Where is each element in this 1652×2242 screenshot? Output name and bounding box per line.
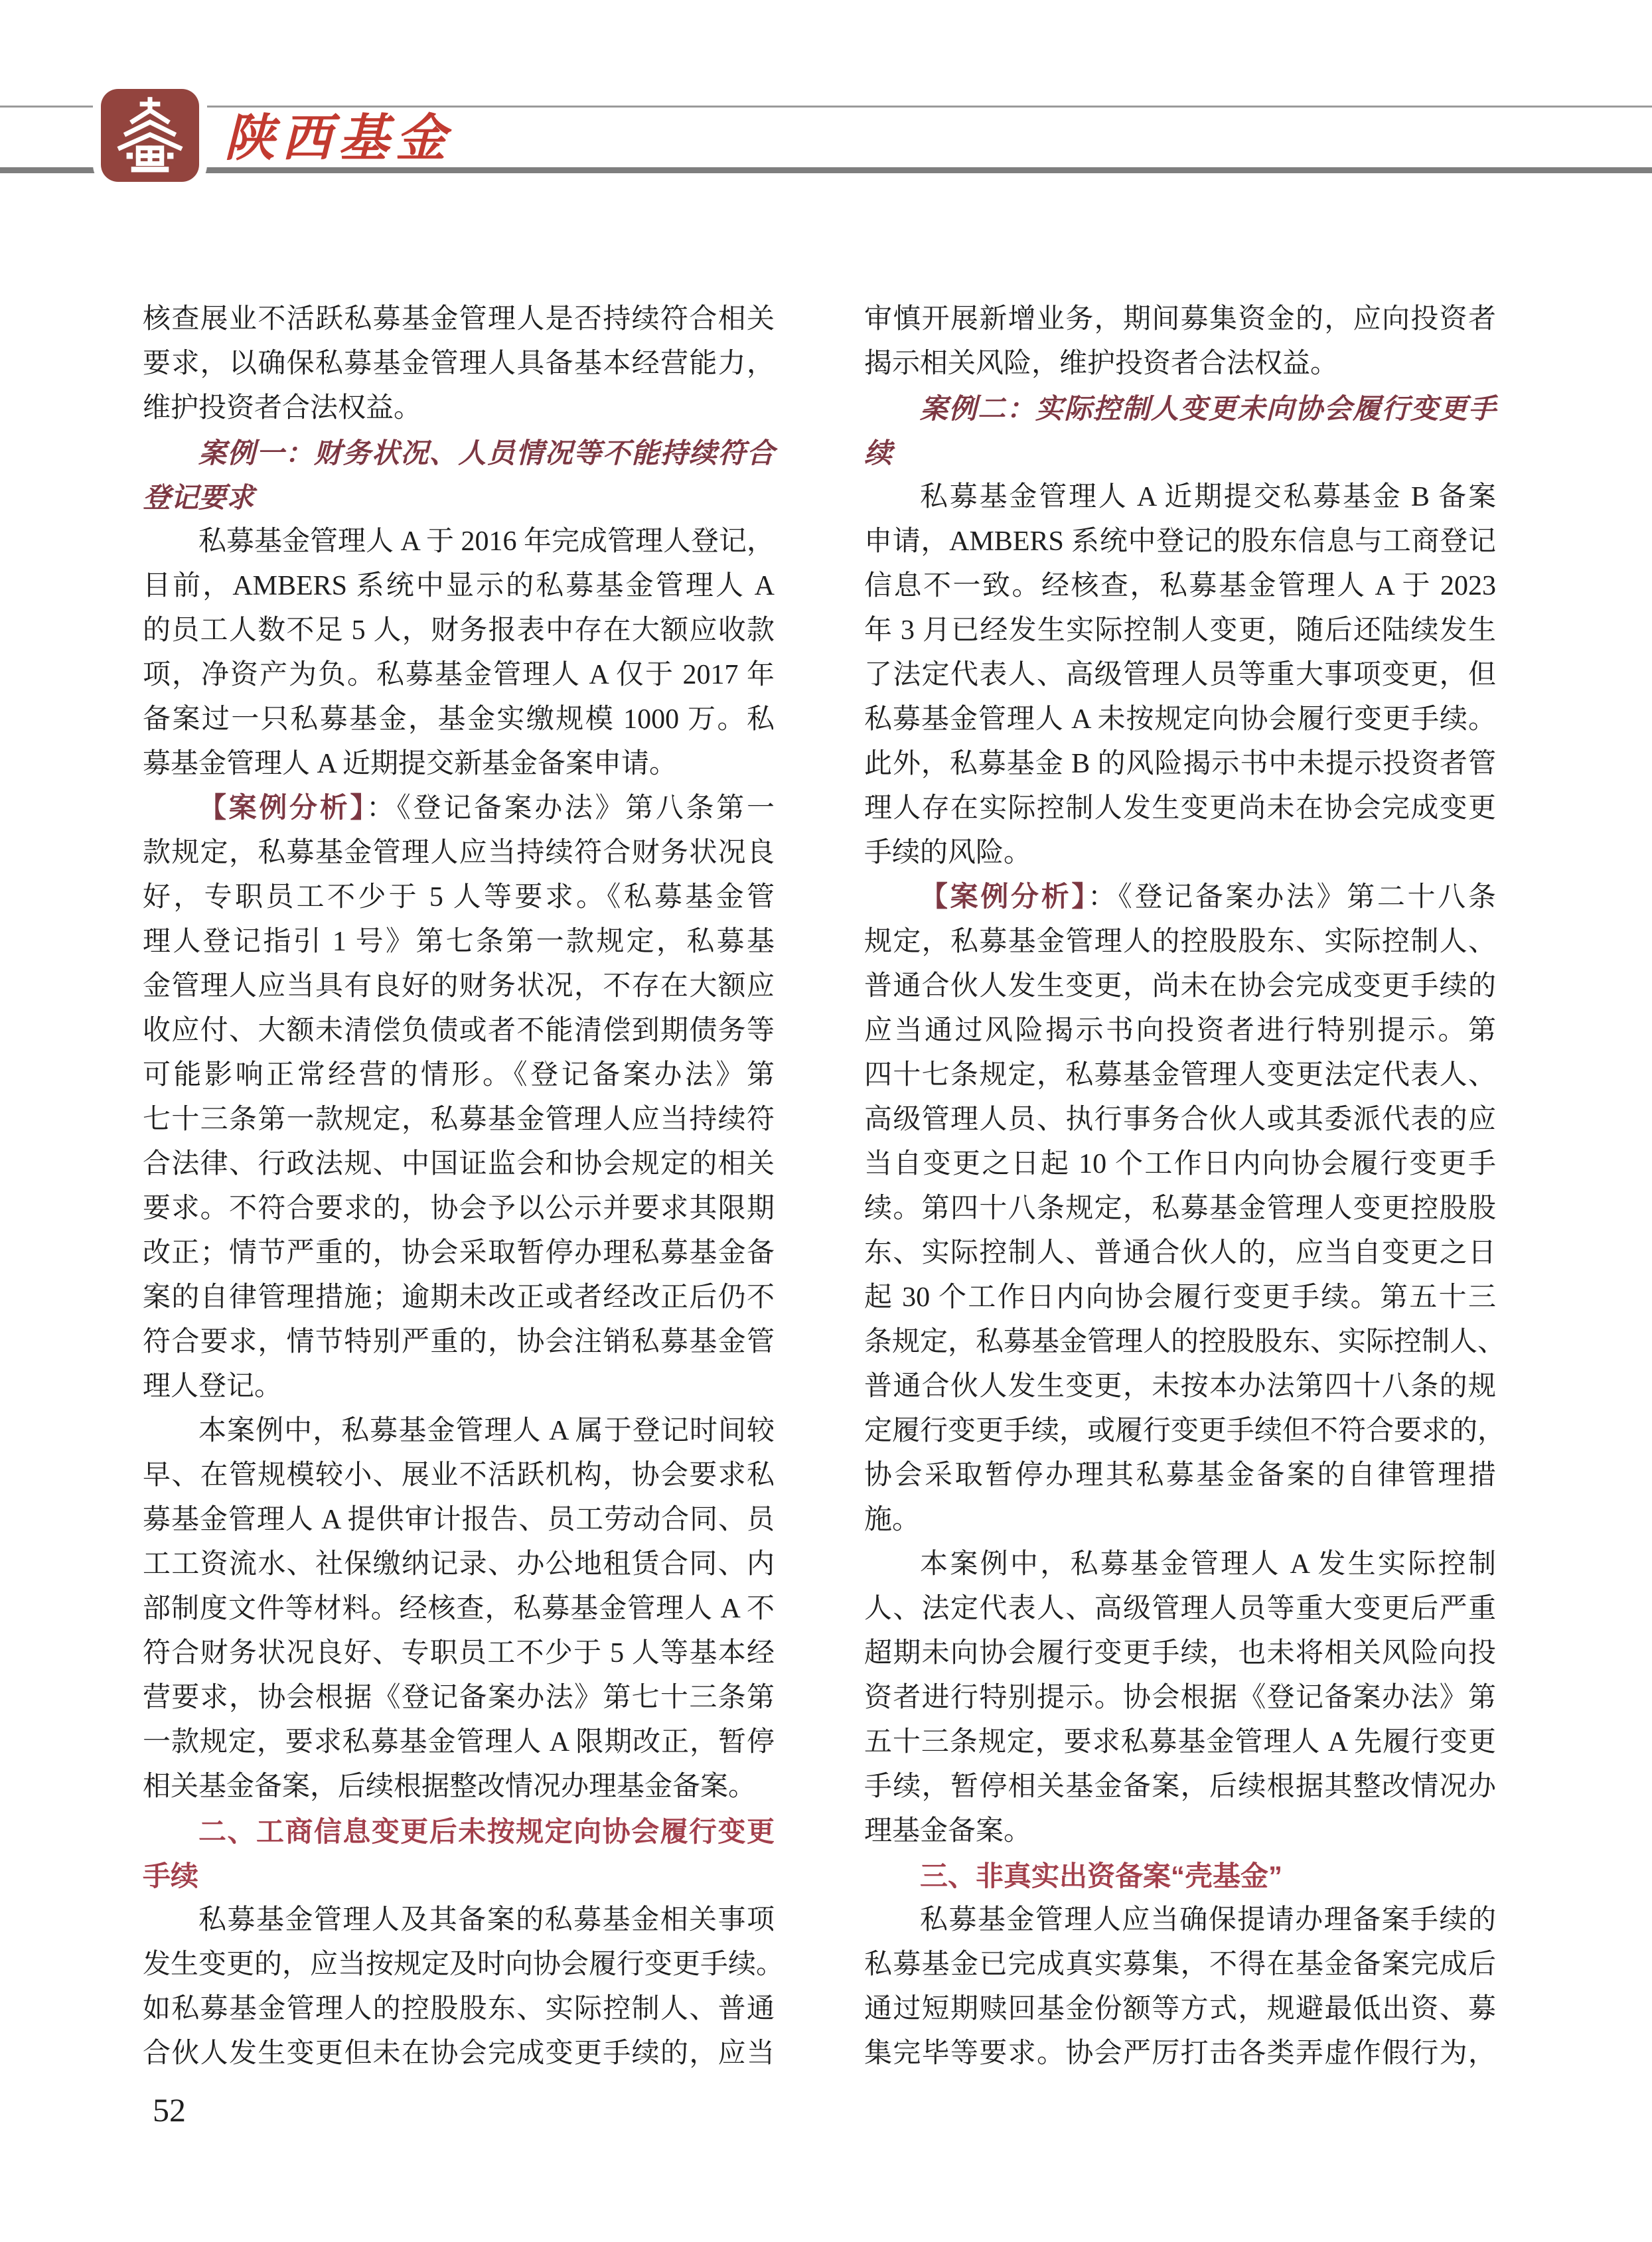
text-line: 施。 xyxy=(864,1505,921,1535)
journal-logo xyxy=(101,89,199,182)
text-line: 起 30 个工作日内向协会履行变更手续。第五十三 xyxy=(864,1282,1496,1313)
case-heading-line: 登记要求 xyxy=(143,481,255,514)
text-line: 理人登记。 xyxy=(143,1371,283,1402)
text-line: 私募基金管理人应当确保提请办理备案手续的 xyxy=(920,1905,1496,1935)
article-column-left xyxy=(143,297,785,2076)
text-line: 私募基金管理人 A 于 2016 年完成管理人登记， xyxy=(198,526,775,557)
text-line: 四十七条规定，私募基金管理人变更法定代表人、 xyxy=(864,1060,1496,1090)
text-line: 款规定，私募基金管理人应当持续符合财务状况良 xyxy=(143,838,775,868)
pagoda-seal-icon xyxy=(111,96,189,175)
text-line: 项，净资产为负。私募基金管理人 A 仅于 2017 年 xyxy=(143,660,775,690)
page-number: 52 xyxy=(153,2091,186,2129)
brand-title: 陕西基金 xyxy=(224,108,453,167)
text-line: 发生变更的，应当按规定及时向协会履行变更手续。 xyxy=(143,1949,785,1980)
text-line: 本案例中，私募基金管理人 A 属于登记时间较 xyxy=(198,1416,775,1446)
text-line: 手续的风险。 xyxy=(864,838,1032,868)
text-line: 一款规定，要求私募基金管理人 A 限期改正，暂停 xyxy=(143,1727,775,1757)
text-line: 要求。不符合要求的，协会予以公示并要求其限期 xyxy=(143,1193,775,1224)
text-line: 目前，AMBERS 系统中显示的私募基金管理人 A xyxy=(143,571,775,601)
text-line: 改正；情节严重的，协会采取暂停办理私募基金备 xyxy=(143,1238,775,1268)
text-line: 维护投资者合法权益。 xyxy=(143,393,422,423)
text-line: 理人存在实际控制人发生变更尚未在协会完成变更 xyxy=(864,793,1496,824)
text-line: 私募基金管理人及其备案的私募基金相关事项 xyxy=(198,1905,775,1935)
text-line: 私募基金管理人 A 近期提交私募基金 B 备案 xyxy=(920,482,1496,512)
text-line: 当自变更之日起 10 个工作日内向协会履行变更手 xyxy=(864,1149,1496,1179)
text-line: 规定，私募基金管理人的控股股东、实际控制人、 xyxy=(864,927,1496,957)
text-line: 理基金备案。 xyxy=(864,1816,1032,1846)
section-heading-line: 二、工商信息变更后未按规定向协会履行变更 xyxy=(198,1816,775,1847)
case-heading-line: 案例二：实际控制人变更未向协会履行变更手 xyxy=(920,392,1496,425)
text-line: 审慎开展新增业务，期间募集资金的，应向投资者 xyxy=(864,304,1496,335)
text-line: 私募基金管理人 A 未按规定向协会履行变更手续。 xyxy=(864,704,1496,735)
text-line: 年 3 月已经发生实际控制人变更，随后还陆续发生 xyxy=(864,615,1496,646)
text-line: 备案过一只私募基金，基金实缴规模 1000 万。私 xyxy=(143,704,775,735)
text-line: 揭示相关风险，维护投资者合法权益。 xyxy=(864,348,1339,379)
text-line: 【案例分析】：《登记备案办法》第八条第一 xyxy=(198,793,775,824)
text-line: 申请，AMBERS 系统中登记的股东信息与工商登记 xyxy=(864,526,1496,557)
text-line: 符合财务状况良好、专职员工不少于 5 人等基本经 xyxy=(143,1638,775,1669)
text-line: 收应付、大额未清偿负债或者不能清偿到期债务等 xyxy=(143,1015,775,1046)
text-line: 符合要求，情节特别严重的，协会注销私募基金管 xyxy=(143,1327,775,1357)
text-line: 理人登记指引 1 号》第七条第一款规定，私募基 xyxy=(143,927,775,957)
text-line: 资者进行特别提示。协会根据《登记备案办法》第 xyxy=(864,1682,1496,1713)
text-line: 可能影响正常经营的情形。《登记备案办法》第 xyxy=(143,1060,775,1090)
text-line: 手续，暂停相关基金备案，后续根据其整改情况办 xyxy=(864,1771,1496,1802)
text-line: 超期未向协会履行变更手续，也未将相关风险向投 xyxy=(864,1638,1496,1669)
text-line: 合法律、行政法规、中国证监会和协会规定的相关 xyxy=(143,1149,775,1179)
analysis-label: 【案例分析】 xyxy=(920,882,1089,913)
analysis-label: 【案例分析】 xyxy=(198,793,367,824)
text-line: 普通合伙人发生变更，未按本办法第四十八条的规 xyxy=(864,1371,1496,1402)
article-column-right xyxy=(864,297,1506,2076)
text-line: 【案例分析】：《登记备案办法》第二十八条 xyxy=(920,882,1496,913)
text-line: 续。第四十八条规定，私募基金管理人变更控股股 xyxy=(864,1193,1496,1224)
text-line: 高级管理人员、执行事务合伙人或其委派代表的应 xyxy=(864,1104,1496,1135)
text-line: 七十三条第一款规定，私募基金管理人应当持续符 xyxy=(143,1104,775,1135)
text-line: 集完毕等要求。协会严厉打击各类弄虚作假行为， xyxy=(864,2038,1496,2069)
case-heading-line: 续 xyxy=(864,437,893,469)
text-line: 工工资流水、社保缴纳记录、办公地租赁合同、内 xyxy=(143,1549,775,1580)
text-line: 合伙人发生变更但未在协会完成变更手续的，应当 xyxy=(143,2038,775,2069)
text-line: 条规定，私募基金管理人的控股股东、实际控制人、 xyxy=(864,1327,1506,1357)
text-line: 五十三条规定，要求私募基金管理人 A 先履行变更 xyxy=(864,1727,1496,1757)
text-line: 协会采取暂停办理其私募基金备案的自律管理措 xyxy=(864,1460,1496,1491)
text-line: 了法定代表人、高级管理人员等重大事项变更，但 xyxy=(864,660,1496,690)
text-line: 东、实际控制人、普通合伙人的，应当自变更之日 xyxy=(864,1238,1496,1268)
text-line: 普通合伙人发生变更，尚未在协会完成变更手续的 xyxy=(864,971,1496,1002)
text-line: 募基金管理人 A 近期提交新基金备案申请。 xyxy=(143,749,678,779)
text-line: 信息不一致。经核查，私募基金管理人 A 于 2023 xyxy=(864,571,1496,601)
text-line: 要求，以确保私募基金管理人具备基本经营能力， xyxy=(143,348,775,379)
text-line: 的员工人数不足 5 人，财务报表中存在大额应收款 xyxy=(143,615,775,646)
text-line: 通过短期赎回基金份额等方式，规避最低出资、募 xyxy=(864,1994,1496,2024)
text-line: 相关基金备案，后续根据整改情况办理基金备案。 xyxy=(143,1771,757,1802)
text-line: 早、在管规模较小、展业不活跃机构，协会要求私 xyxy=(143,1460,775,1491)
text-line: 募基金管理人 A 提供审计报告、员工劳动合同、员 xyxy=(143,1505,775,1535)
text-line: 金管理人应当具有良好的财务状况，不存在大额应 xyxy=(143,971,775,1002)
text-line: 如私募基金管理人的控股股东、实际控制人、普通 xyxy=(143,1994,775,2024)
text-line: 营要求，协会根据《登记备案办法》第七十三条第 xyxy=(143,1682,775,1713)
text-line: 部制度文件等材料。经核查，私募基金管理人 A 不 xyxy=(143,1594,775,1624)
text-line: 好，专职员工不少于 5 人等要求。《私募基金管 xyxy=(143,882,775,913)
text-line: 本案例中，私募基金管理人 A 发生实际控制 xyxy=(920,1549,1496,1580)
text-line: 案的自律管理措施；逾期未改正或者经改正后仍不 xyxy=(143,1282,775,1313)
section-heading-line: 手续 xyxy=(143,1860,199,1892)
text-line: 人、法定代表人、高级管理人员等重大变更后严重 xyxy=(864,1594,1496,1624)
text-line: 定履行变更手续，或履行变更手续但不符合要求的， xyxy=(864,1416,1506,1446)
text-line: 应当通过风险揭示书向投资者进行特别提示。第 xyxy=(864,1015,1496,1046)
section-heading-line: 三、非真实出资备案“壳基金” xyxy=(920,1860,1283,1892)
text-line: 核查展业不活跃私募基金管理人是否持续符合相关 xyxy=(143,304,775,335)
text-line: 私募基金已完成真实募集，不得在基金备案完成后 xyxy=(864,1949,1496,1980)
case-heading-line: 案例一：财务状况、人员情况等不能持续符合 xyxy=(198,437,775,469)
text-line: 此外，私募基金 B 的风险揭示书中未提示投资者管 xyxy=(864,749,1496,779)
